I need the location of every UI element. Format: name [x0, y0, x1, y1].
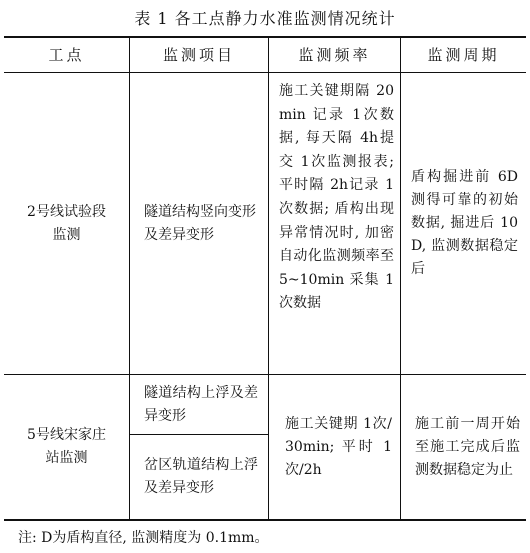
row2-frequency-text: 施工关键期 1次/30min; 平时 1次/2h — [285, 415, 392, 478]
table-footnote: 注: D为盾构直径, 监测精度为 0.1mm。 — [18, 530, 269, 546]
row2-site — [4, 375, 129, 519]
row2-period-text: 施工前一周开始至施工完成后监测数据稳定为止 — [415, 415, 520, 478]
row2-item-1 — [130, 375, 268, 434]
header-item: 监测项目 — [162, 45, 235, 64]
row1-item — [130, 73, 268, 374]
table-caption: 表 1 各工点静力水准监测情况统计 — [134, 9, 396, 28]
row1-item-text: 隧道结构竖向变形及差异变形 — [144, 203, 256, 243]
header-frequency: 监测频率 — [298, 45, 371, 64]
row2-frequency — [269, 375, 400, 519]
header-period: 监测周期 — [427, 45, 500, 64]
row2-item-2 — [130, 435, 268, 519]
row1-site — [4, 73, 129, 374]
row1-frequency: 施工关键期隔 20min 记录 1次数据, 每天隔 4h提交 1次监测报表; 平时隔 2h记录 1次数据; 盾构出现异常情况时, 加密自动化监测频率至 5~10min 采集 1次数据 — [279, 83, 394, 312]
row2-site-text: 5号线宋家庄站监测 — [27, 427, 106, 466]
table-bottom-rule — [4, 519, 526, 521]
row1-period-text: 盾构掘进前 6D 测得可靠的初始数据, 掘进后 10D, 监测数据稳定后 — [411, 169, 518, 277]
row2-item-1-text: 隧道结构上浮及差异变形 — [144, 384, 258, 424]
row2-item-2-text: 岔区轨道结构上浮及差异变形 — [144, 457, 258, 496]
row2-period — [401, 375, 526, 519]
row1-period — [401, 73, 526, 374]
row1-site-text: 2号线试验段监测 — [27, 203, 106, 243]
header-site: 工点 — [48, 45, 85, 64]
